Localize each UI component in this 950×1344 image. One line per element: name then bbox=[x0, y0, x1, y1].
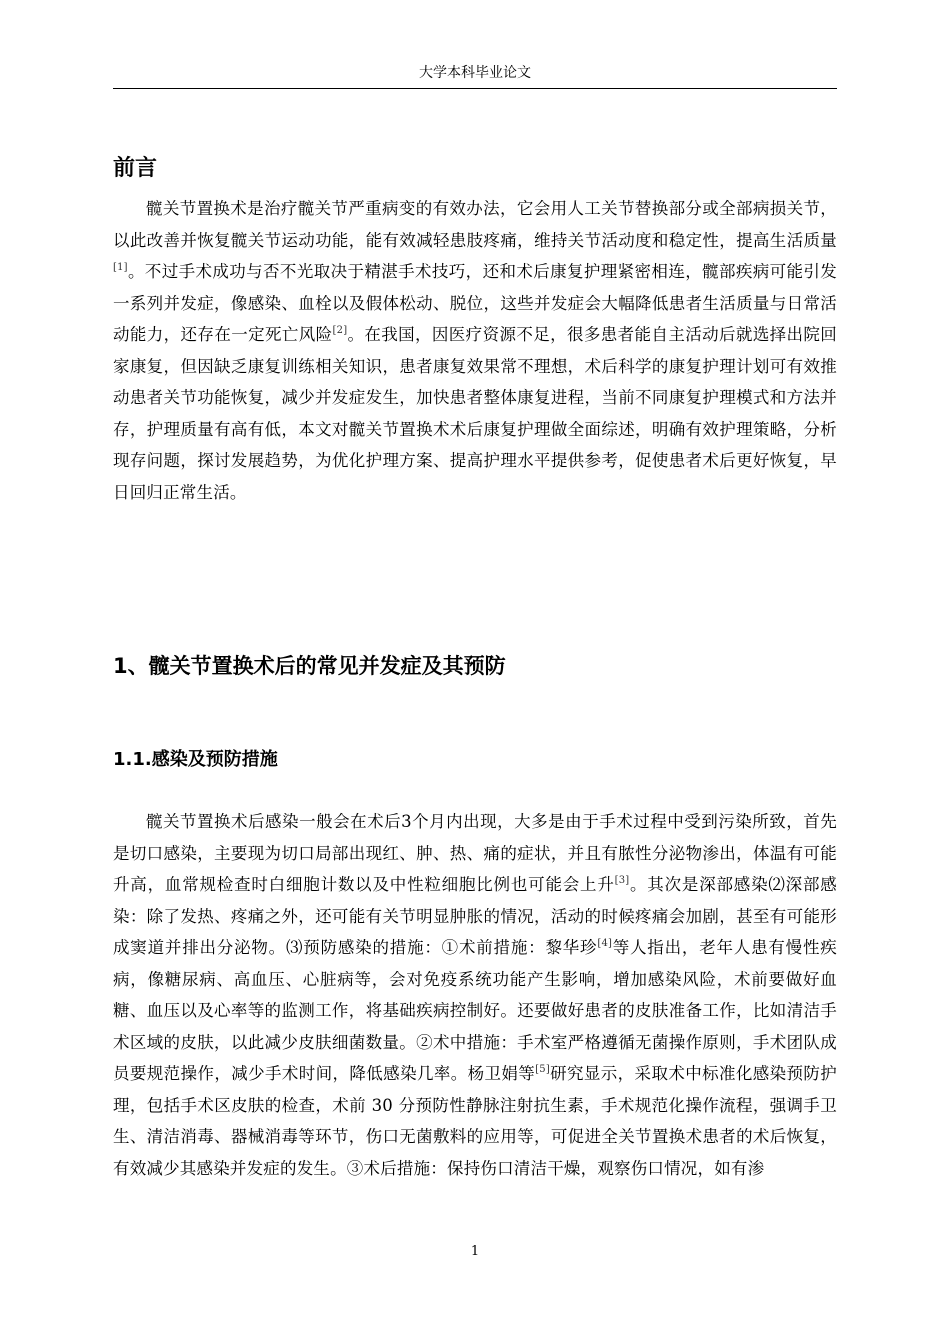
section-1-1-paragraph bbox=[113, 806, 837, 1184]
citation-3: [3] bbox=[614, 875, 630, 886]
section-text-4: 研究显示，采取术中标准化感染预防护理，包括手术区皮肤的检查，术前 30 分预防性静脉注射抗生素，手术规范化操作流程，强调手卫生、清洁消毒、器械消毒等环节，伤口无菌敷料的应用等，可促进全关节置换术患者的术后恢复，有效减少其感染并发症的发生。③术后措施：保持伤口清洁干燥，观察伤口情况，如有渗 bbox=[113, 1064, 838, 1178]
preface-text-2: 。不过手术成功与否不光取决于精湛手术技巧，还和术后康复护理紧密相连，髋部疾病可能引发一系列并发症，像感染、血栓以及假体松动、脱位，这些并发症会大幅降低患者生活质量与日常活动能力，还存在一定死亡风险 bbox=[113, 262, 837, 344]
preface-text-3: 。在我国，因医疗资源不足，很多患者能自主活动后就选择出院回家康复，但因缺乏康复训练相关知识，患者康复效果常不理想，术后科学的康复护理计划可有效推动患者关节功能恢复，减少并发症发生，加快患者整体康复进程，当前不同康复护理模式和方法并存，护理质量有高有低，本文对髋关节置换术术后康复护理做全面综述，明确有效护理策略，分析现存问题，探讨发展趋势，为优化护理方案、提高护理水平提供参考，促使患者术后更好恢复，早日回归正常生活。 bbox=[113, 325, 837, 502]
header-rule bbox=[113, 88, 837, 89]
section-text-1: 髋关节置换术后感染一般会在术后3个月内出现，大多是由于手术过程中受到污染所致，首先是切口感染，主要现为切口局部出现红、肿、热、痛的症状，并且有脓性分泌物渗出，体温有可能升高，血常规检查时白细胞计数以及中性粒细胞比例也可能会上升 bbox=[113, 812, 837, 894]
section-text-2: 。其次是深部感染⑵深部感染：除了发热、疼痛之外，还可能有关节明显肿胀的情况，活动的时候疼痛会加剧，甚至有可能形成窦道并排出分泌物。⑶预防感染的措施：①术前措施：黎华珍 bbox=[113, 875, 837, 957]
section-1-heading: 1、髋关节置换术后的常见并发症及其预防 bbox=[113, 654, 506, 678]
preface-paragraph bbox=[113, 193, 837, 508]
preface-text-1: 髋关节置换术是治疗髋关节严重病变的有效办法，它会用人工关节替换部分或全部病损关节，以此改善并恢复髋关节运动功能，能有效减轻患肢疼痛，维持关节活动度和稳定性，提高生活质量 bbox=[113, 199, 837, 250]
citation-1: [1] bbox=[113, 262, 128, 273]
page-number: 1 bbox=[470, 1244, 480, 1259]
citation-4: [4] bbox=[597, 938, 613, 949]
preface-heading: 前言 bbox=[113, 156, 158, 181]
page-header: 大学本科毕业论文 bbox=[419, 65, 531, 81]
citation-2: [2] bbox=[332, 325, 348, 336]
citation-5: [5] bbox=[535, 1064, 550, 1075]
section-text-3: 等人指出，老年人患有慢性疾病，像糖尿病、高血压、心脏病等，会对免疫系统功能产生影响，增加感染风险，术前要做好血糖、血压以及心率等的监测工作，将基础疾病控制好。还要做好患者的皮肤准备工作，比如清洁手术区域的皮肤，以此减少皮肤细菌数量。②术中措施：手术室严格遵循无菌操作原则，手术团队成员要规范操作，减少手术时间，降低感染几率。杨卫娟等 bbox=[113, 938, 837, 1083]
section-1-1-heading: 1.1.感染及预防措施 bbox=[113, 749, 278, 770]
